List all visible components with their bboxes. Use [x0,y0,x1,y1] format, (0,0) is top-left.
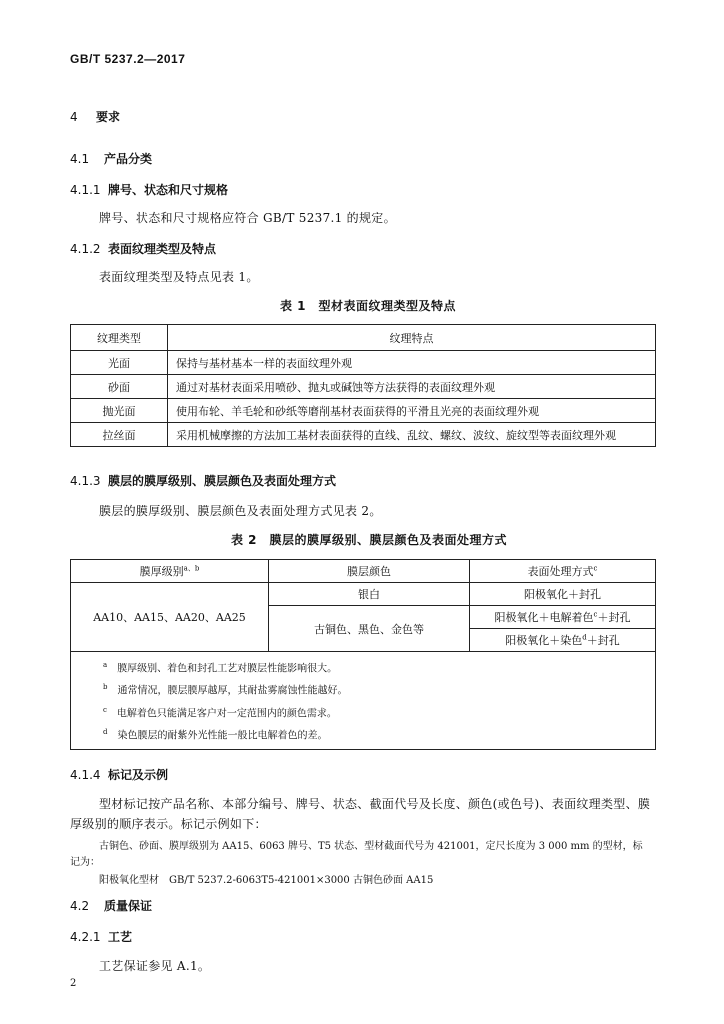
header-cell: 纹理类型 [71,325,168,351]
example-text-line2: 记为： [70,857,100,868]
table-cell: 通过对基材表面采用喷砂、抛丸或碱蚀等方法获得的表面纹理外观 [168,375,656,399]
section-title: 标记及示例 [108,768,169,782]
section-number: 4.1.1 [70,183,101,197]
section-4-1-4-text-line2: 厚级别的顺序表示。标记示例如下： [70,817,267,831]
header-cell: 纹理特点 [168,325,656,351]
example-text-line1: 古铜色、砂面、膜厚级别为 AA15、6063 牌号、T5 状态、型材截面代号为 421001，定尺长度为 3 000 mm 的型材，标 [99,841,643,852]
section-4-1-1-text: 牌号、状态和尺寸规格应符合 GB/T 5237.1 的规定。 [99,211,396,225]
section-number: 4.2 [70,899,90,913]
texture-table [70,324,656,447]
section-number: 4.1 [70,152,90,166]
section-number: 4.1.2 [70,242,101,256]
section-4-1-heading [70,150,152,167]
method-cell: 阳极氧化＋染色$^d$＋封孔 [470,629,656,652]
table-note: $^c$ 电解着色只能满足客户对一定范围内的颜色需求。 [103,705,337,719]
table-2-caption: 表 2 膜层的膜厚级别、膜层颜色及表面处理方式 [231,533,508,547]
section-title: 产品分类 [104,152,153,166]
document-header: GB/T 5237.2—2017 [70,52,186,66]
section-number: 4.1.4 [70,768,101,782]
table-note: $^b$ 通常情况，膜层膜厚越厚，其耐盐雾腐蚀性能越好。 [103,683,348,697]
table-cell: 使用布轮、羊毛轮和砂纸等磨削基材表面获得的平滑且光亮的表面纹理外观 [168,399,656,423]
section-4-heading [70,108,120,125]
color-cell: 银白 [269,583,470,606]
table-cell: 砂面 [71,375,168,399]
section-number: 4.2.1 [70,930,101,944]
section-4-1-1-heading [70,181,228,198]
table-note: $^a$ 膜厚级别、着色和封孔工艺对膜层性能影响很大。 [103,661,338,675]
section-title: 牌号、状态和尺寸规格 [108,183,229,197]
table-notes-row [71,652,656,750]
color-cell: 古铜色、黑色、金色等 [269,606,470,652]
header-cell: 膜层颜色 [269,560,470,583]
section-4-1-3-heading [70,472,336,489]
section-title: 要求 [96,110,121,124]
coating-table [70,559,656,750]
section-4-2-heading [70,897,152,914]
table-notes [71,652,656,750]
table-header-row [71,325,656,351]
table-cell: 采用机械摩擦的方法加工基材表面获得的直线、乱纹、螺纹、波纹、旋纹型等表面纹理外观 [168,423,656,447]
header-cell: 膜厚级别$^{a、b}$ [71,560,269,583]
section-4-1-4-text-line1: 型材标记按产品名称、本部分编号、牌号、状态、截面代号及长度、颜色(或色号)、表面纹理类型、膜 [99,797,651,811]
table-cell: 保持与基材基本一样的表面纹理外观 [168,351,656,375]
section-4-2-1-heading [70,928,132,945]
table-cell: 拉丝面 [71,423,168,447]
table-row [71,583,656,606]
table-row [71,423,656,447]
section-4-2-1-text: 工艺保证参见 A.1。 [99,959,211,973]
example-marking: 阳极氧化型材 GB/T 5237.2-6063T5-421001×3000 古铜色砂面 AA15 [99,875,434,886]
method-cell: 阳极氧化＋电解着色$^c$＋封孔 [470,606,656,629]
table-cell: 光面 [71,351,168,375]
section-title: 质量保证 [104,899,153,913]
table-note: $^d$ 染色膜层的耐紫外光性能一般比电解着色的差。 [103,727,328,742]
table-1-caption: 表 1 型材表面纹理类型及特点 [280,299,457,313]
grade-cell: AA10、AA15、AA20、AA25 [71,583,269,652]
section-title: 表面纹理类型及特点 [108,242,217,256]
section-title: 膜层的膜厚级别、膜层颜色及表面处理方式 [108,474,337,488]
header-cell: 表面处理方式$^c$ [470,560,656,583]
table-row [71,375,656,399]
section-number: 4 [70,110,78,124]
section-number: 4.1.3 [70,474,101,488]
section-4-1-4-heading [70,766,168,783]
section-4-1-3-text: 膜层的膜厚级别、膜层颜色及表面处理方式见表 2。 [99,504,382,518]
section-4-1-2-heading [70,240,216,257]
page-number: 2 [70,978,77,989]
section-4-1-2-text: 表面纹理类型及特点见表 1。 [99,270,259,284]
table-row [71,351,656,375]
section-title: 工艺 [108,930,133,944]
table-cell: 抛光面 [71,399,168,423]
table-row [71,399,656,423]
table-header-row [71,560,656,583]
method-cell: 阳极氧化＋封孔 [470,583,656,606]
